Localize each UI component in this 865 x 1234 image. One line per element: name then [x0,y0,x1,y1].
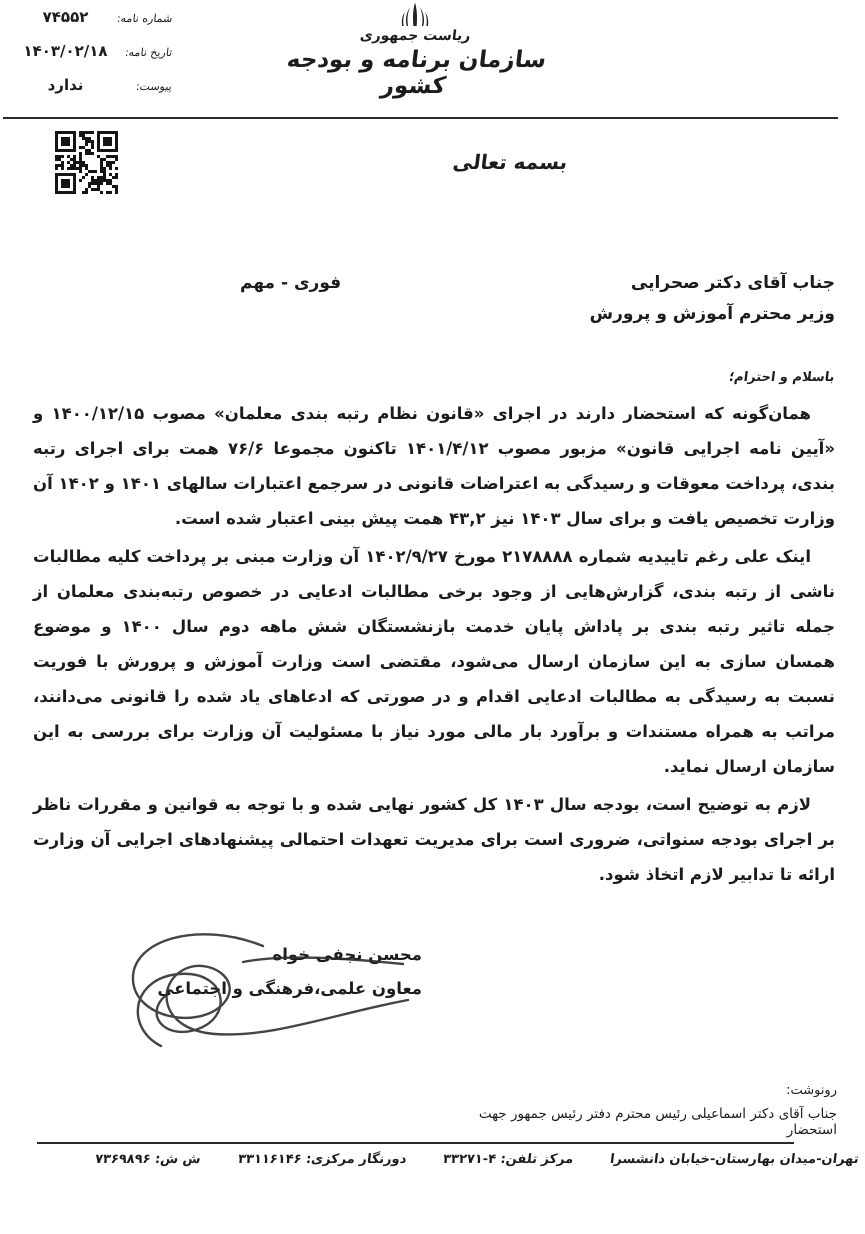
footer-phone: مرکز تلفن: ۴-۳۳۲۷۱ [442,1152,575,1167]
footer-address: تهران-میدان بهارستان-خیابان دانشسرا [609,1152,860,1167]
recipient-block [240,268,835,330]
attachment-row [15,76,172,94]
recipient-name: جناب آقای دکتر صحرایی [630,273,835,293]
letter-body [33,396,835,895]
signer-title: معاون علمی،فرهنگی و اجتماعی [157,979,422,998]
cc-label: رونوشت: [786,1083,837,1098]
cc-recipient: جناب آقای دکتر اسماعیلی رئیس محترم دفتر رئیس جمهور جهت استحضار [478,1106,837,1138]
footer-fax: دورنگار مرکزی: ۳۳۱۱۶۱۴۶ [236,1152,408,1167]
body-paragraph-2: اینک علی رغم تاییدیه شماره ۲۱۷۸۸۸۸ مورخ ۱۴۰۲/۹/۲۷ آن وزارت مبنی بر پرداخت کلیه مطالبات ناشی از رتبه بندی، گزارش‌هایی از وجود برخی مطالبات ادعایی در خصوص رتبه‌بندی معلمان از جمله تاثیر رتبه بندی بر پاداش پایان خدمت بازنشستگان شش ماهه دوم سال ۱۴۰۰ و موضوع همسان سازی به این سازمان ارسال می‌شود، مقتضی است وزارت آموزش و پرورش با فوریت نسبت به رسیدگی به مطالبات ادعایی اقدام و در صورتی که ادعاهای یاد شده را قانونی می‌دانند، مراتب به همراه مستندات و برآورد بار مالی مورد نیاز با مسئولیت آن وزارت برای بررسی به این سازمان ارسال نماید. [33,547,835,776]
priority-stamp: فوری - مهم [240,273,342,293]
recipient-title: وزیر محترم آموزش و پرورش [589,304,835,324]
header-divider [3,117,838,119]
letter-number-label: شماره نامه: [115,12,173,25]
cc-block [430,1083,837,1138]
footer-serial: ش ش: ۷۳۶۹۸۹۶ [94,1152,202,1167]
body-paragraph-3: لازم به توضیح است، بودجه سال ۱۴۰۳ کل کشور نهایی شده و با توجه به قوانین و مقررات ناظر بر اجرای بودجه سنواتی، ضروری است برای مدیریت تعهدات احتمالی پیشنهادهای اجرایی آن وزارت ارائه تا تدابیر لازم اتخاذ شود. [33,795,835,884]
qr-code [55,131,118,194]
salutation: باسلام و احترام؛ [727,370,835,385]
organization-name: سازمان برنامه و بودجه کشور [285,47,548,99]
footer-contact-strip [37,1152,859,1167]
letter-meta-block [15,8,172,110]
signature-block [150,938,422,1006]
footer-divider [37,1142,794,1144]
letter-number-row [15,8,172,26]
signer-name: محسن نجفی خواه [272,945,422,964]
letter-date-row [15,42,172,60]
attachment-value: ندارد [47,76,84,94]
national-emblem-icon [265,0,565,26]
letter-date-label: تاریخ نامه: [123,46,173,59]
authority-name: ریاست جمهوری [358,28,472,44]
besmele-heading: بسمه تعالی [451,150,569,174]
body-paragraph-1: همان‌گونه که استحضار دارند در اجرای «قانون نظام رتبه بندی معلمان» مصوب ۱۴۰۰/۱۲/۱۵ و «آیین نامه اجرایی قانون» مزبور مصوب ۱۴۰۱/۴/۱۲ تاکنون مجموعا ۷۶/۶ همت برای اجرای رتبه بندی، پرداخت معوقات و رسیدگی به اعتراضات قانونی در سرجمع اعتبارات سالهای ۱۴۰۱ و ۱۴۰۲ آن وزارت تخصیص یافت و برای سال ۱۴۰۳ نیز ۴۳,۲ همت پیش بینی اعتبار شده است. [33,404,835,528]
letterhead [265,0,565,99]
letter-number-value: ۷۴۵۵۲ [42,8,89,26]
attachment-label: پیوست: [135,80,173,93]
letter-date-value: ۱۴۰۳/۰۲/۱۸ [23,42,108,60]
